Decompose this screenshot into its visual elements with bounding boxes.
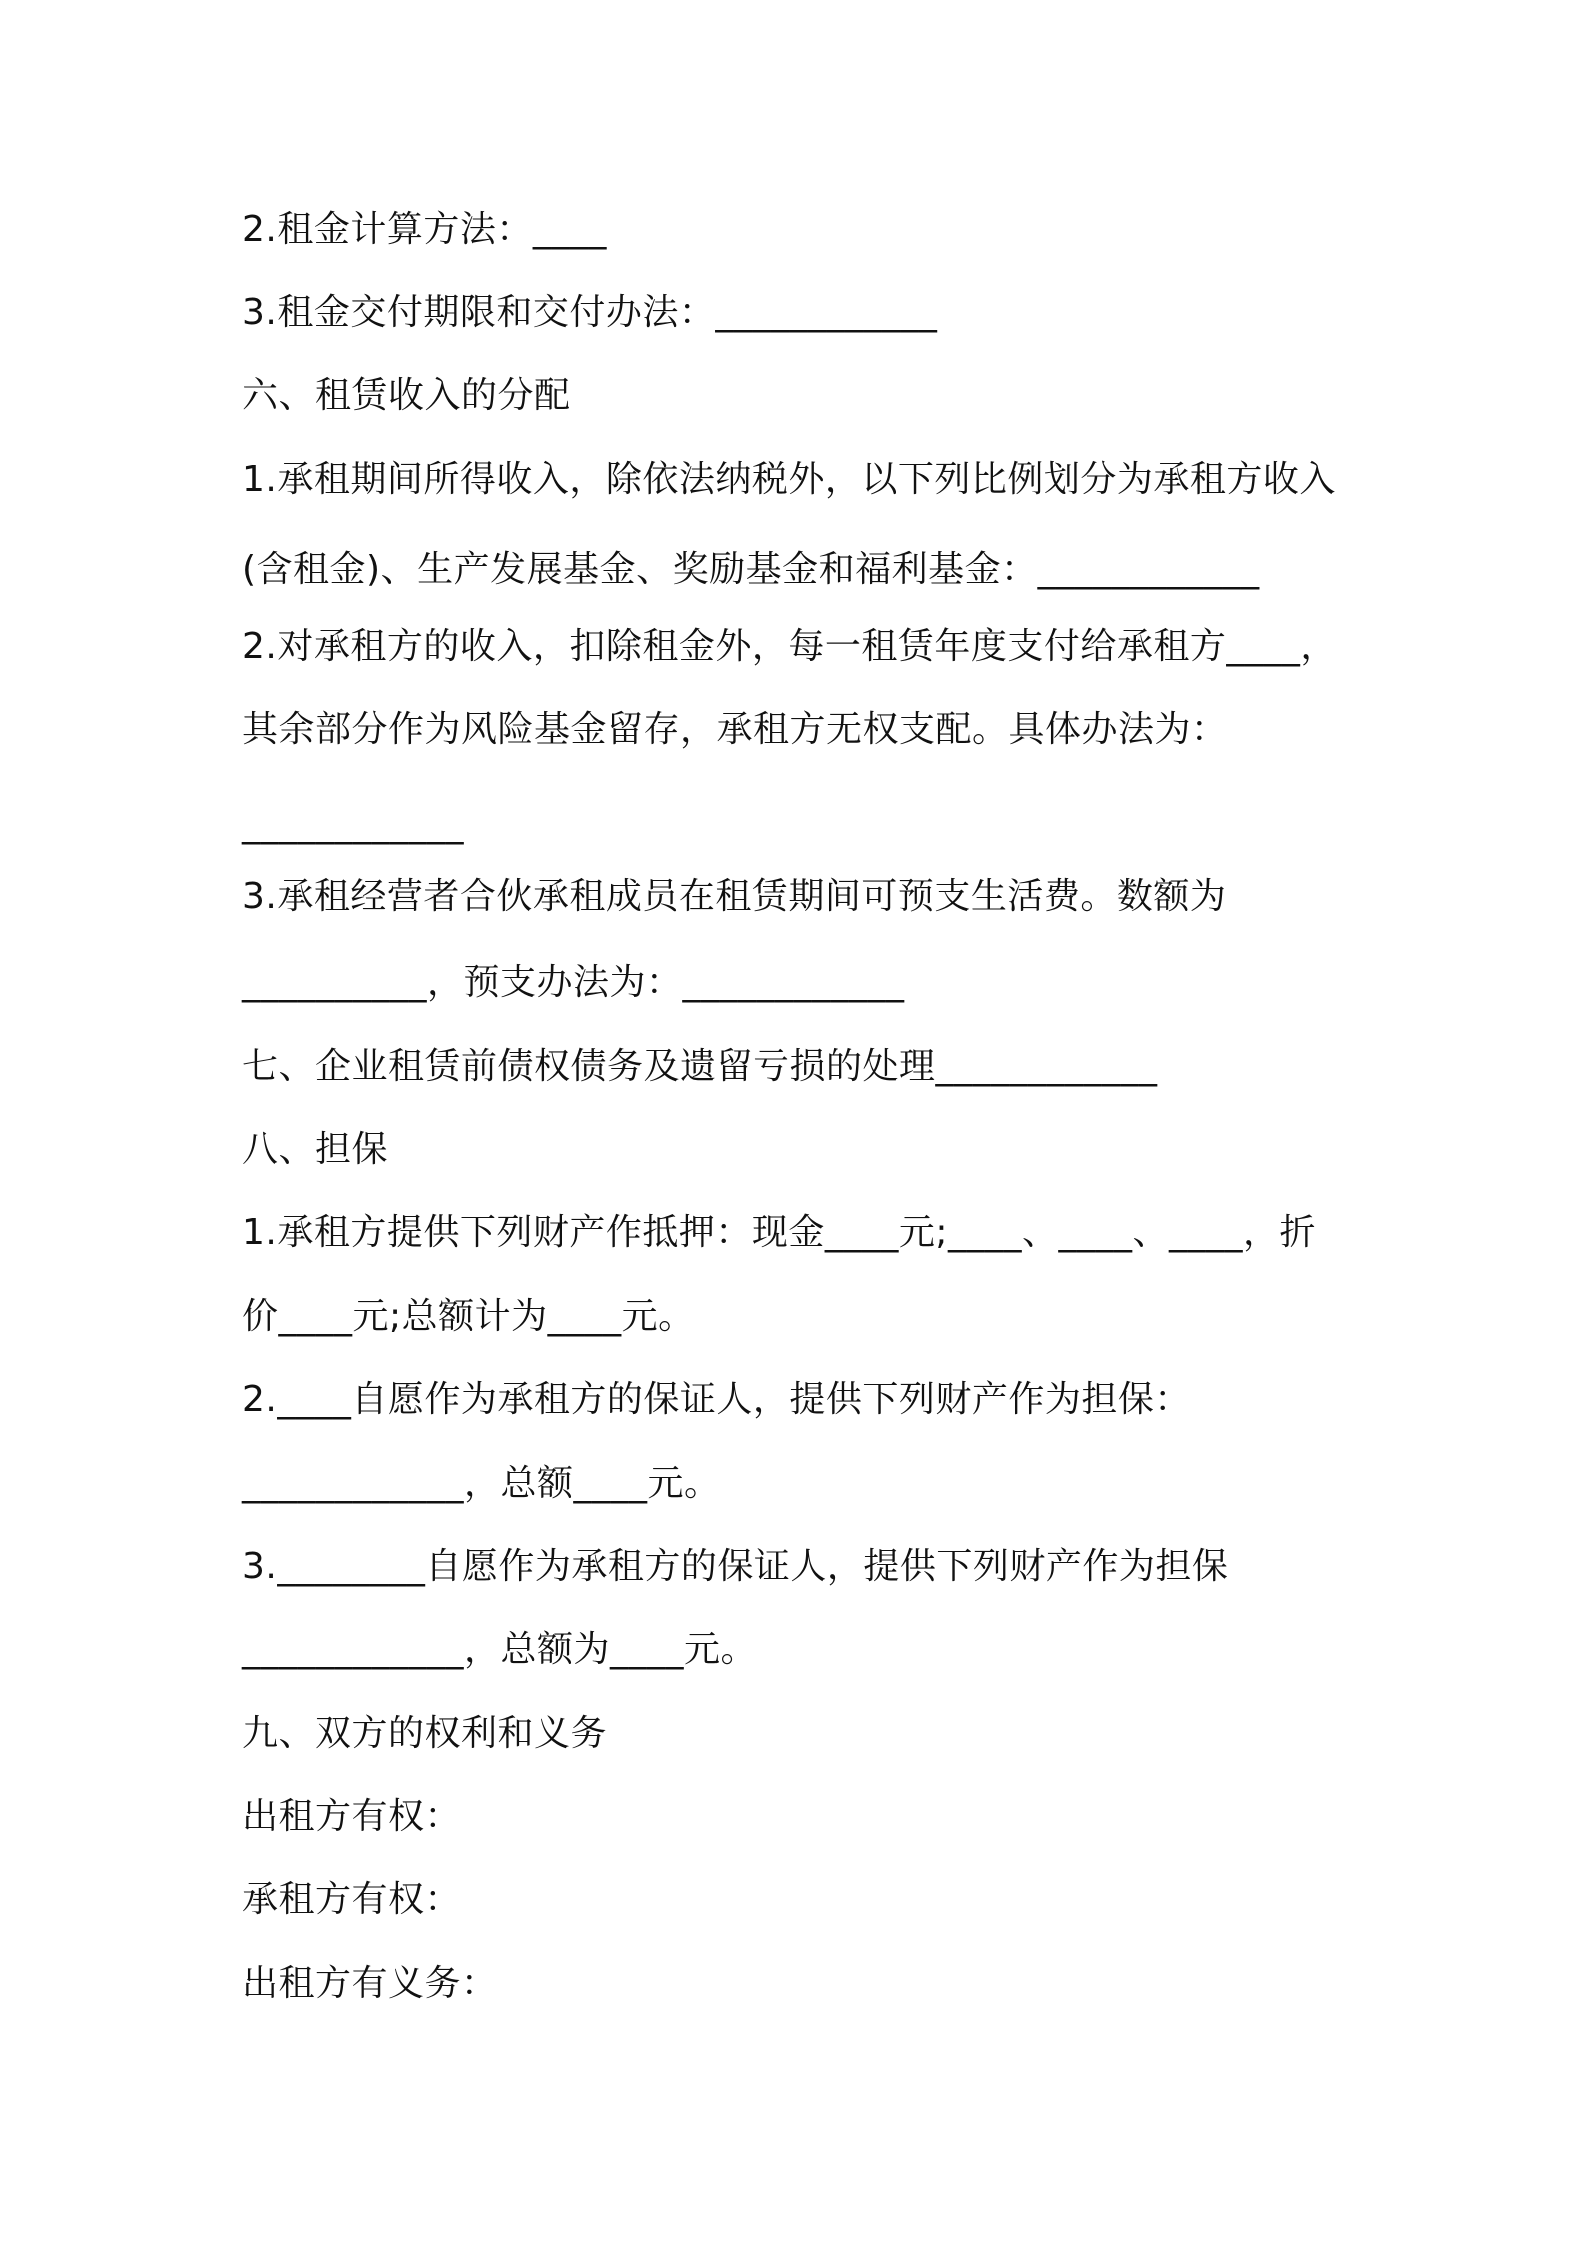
text-line: 承租方有权： xyxy=(242,1879,462,1920)
text-line: (含租金)、生产发展基金、奖励基金和福利基金：____________ xyxy=(242,549,1260,590)
text-line: 3.承租经营者合伙承租成员在租赁期间可预支生活费。数额为 xyxy=(242,876,1227,917)
text-line: 其余部分作为风险基金留存，承租方无权支配。具体办法为： xyxy=(242,709,1228,750)
text-line: 2.租金计算方法：____ xyxy=(242,209,607,250)
text-line: 1.承租期间所得收入，除依法纳税外，以下列比例划分为承租方收入 xyxy=(242,459,1336,500)
text-line: ____________，总额____元。 xyxy=(242,1463,721,1504)
text-line: ____________ xyxy=(242,804,464,845)
text-line: 2.____自愿作为承租方的保证人，提供下列财产作为担保： xyxy=(242,1379,1191,1420)
section-heading: 八、担保 xyxy=(242,1129,389,1170)
text-line: 1.承租方提供下列财产作抵押：现金____元;____、____、____，折 xyxy=(242,1212,1316,1253)
text-line: 出租方有义务： xyxy=(242,1963,498,2004)
text-line: __________，预支办法为：____________ xyxy=(242,962,905,1003)
text-line: ____________，总额为____元。 xyxy=(242,1629,758,1670)
section-heading: 九、双方的权利和义务 xyxy=(242,1713,608,1754)
section-heading: 七、企业租赁前债权债务及遗留亏损的处理____________ xyxy=(242,1046,1158,1087)
section-heading: 六、租赁收入的分配 xyxy=(242,375,571,416)
text-line: 价____元;总额计为____元。 xyxy=(242,1296,695,1337)
text-line: 2.对承租方的收入，扣除租金外，每一租赁年度支付给承租方____， xyxy=(242,626,1337,667)
text-line: 3.________自愿作为承租方的保证人，提供下列财产作为担保 xyxy=(242,1546,1229,1587)
text-line: 出租方有权： xyxy=(242,1796,462,1837)
text-line: 3.租金交付期限和交付办法：____________ xyxy=(242,292,938,333)
